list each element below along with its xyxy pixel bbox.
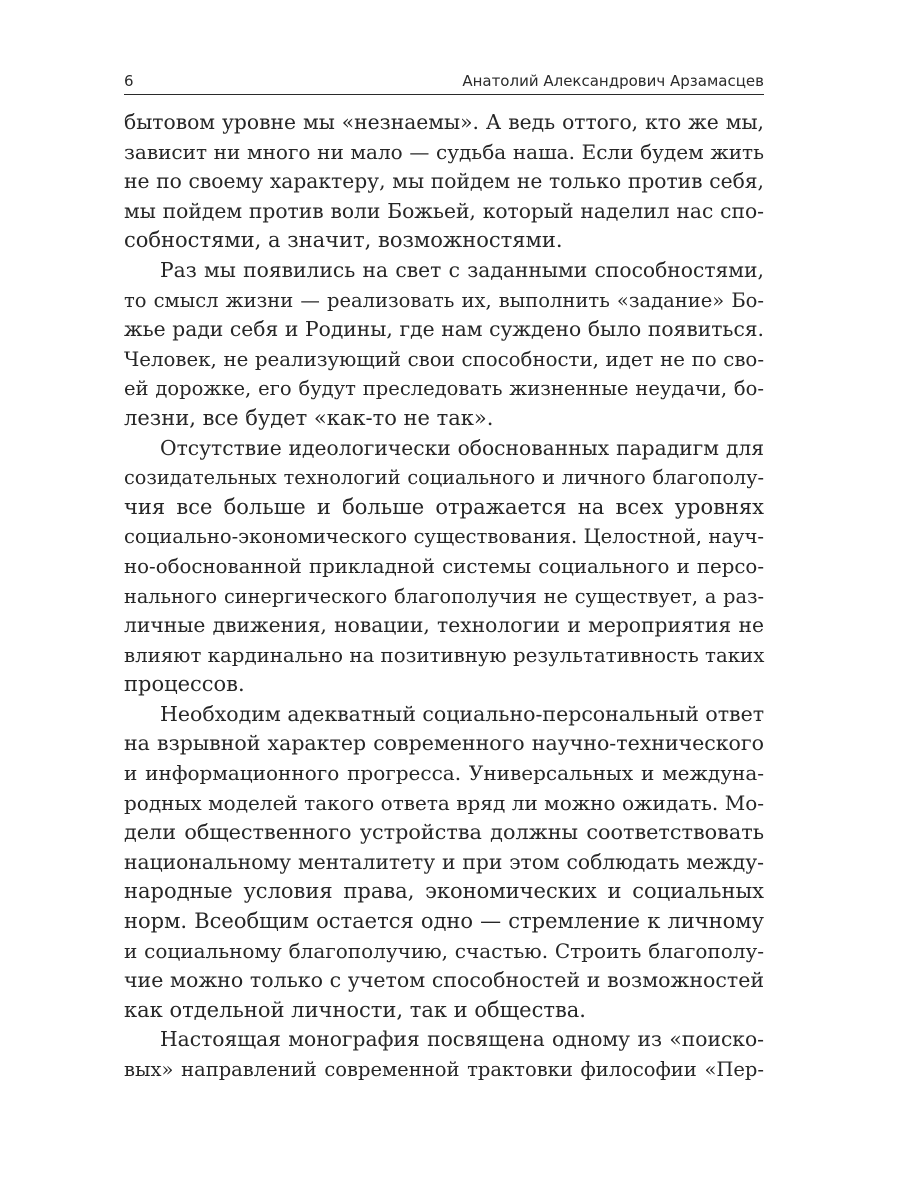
text-line: то смысл жизни — реализовать их, выполнить «задание» Бо- [124, 288, 764, 312]
text-line: как отдельной личности, так и общества. [124, 997, 586, 1022]
text-line: вых» направлений современной трактовки философии «Пер- [124, 1058, 764, 1081]
text-line: и социальному благополучию, счастью. Строить благополу- [124, 938, 764, 963]
text-line: чие можно только с учетом способностей и возможностей [124, 968, 764, 993]
text-line: родных моделей такого ответа вряд ли можно ожидать. Мо- [124, 790, 764, 815]
paragraph-2 [124, 256, 764, 434]
text-line: созидательных технологий социального и личного благополу- [124, 466, 764, 490]
text-line: но-обоснованной прикладной системы социального и персо- [124, 554, 764, 578]
text-line: нального синергического благополучия не существует, а раз- [124, 584, 764, 608]
page-header [124, 70, 764, 94]
text-line: жье ради себя и Родины, где нам суждено было появиться. [124, 317, 764, 342]
text-line: Человек, не реализующий свои способности, идет не по сво- [124, 347, 764, 371]
text-line: лезни, все будет «как-то не так». [124, 405, 494, 430]
page-number: 6 [124, 72, 134, 90]
text-line: дели общественного устройства должны соответствовать [124, 820, 764, 845]
paragraph-1 [124, 108, 764, 256]
text-line: не по своему характеру, мы пойдем не только против себя, [124, 169, 764, 194]
text-line: процессов. [124, 672, 245, 697]
header-rule [124, 94, 764, 95]
text-line: Необходим адекватный социально-персональный ответ [160, 701, 765, 726]
text-line: бытовом уровне мы «незнаемы». А ведь оттого, кто же мы, [124, 110, 764, 134]
text-line: мы пойдем против воли Божьей, который наделил нас спо- [124, 198, 764, 223]
text-line: собностями, а значит, возможностями. [124, 228, 563, 253]
text-line: зависит ни много ни мало — судьба наша. Если будем жить [124, 139, 764, 164]
paragraph-4 [124, 700, 764, 1026]
text-line: социально-экономического существования. Целостной, науч- [124, 525, 764, 549]
text-line: влияют кардинально на позитивную результативность таких [124, 643, 765, 667]
body-text [124, 108, 764, 1085]
text-line: Раз мы появились на свет с заданными способностями, [160, 257, 764, 282]
text-line: чия все больше и больше отражается на всех уровнях [124, 494, 764, 519]
text-line: народные условия права, экономических и социальных [124, 879, 764, 904]
text-line: Отсутствие идеологически обоснованных парадигм для [160, 435, 764, 460]
paragraph-5 [124, 1025, 764, 1084]
running-head-author: Анатолий Александрович Арзамасцев [462, 72, 764, 90]
text-line: национальному менталитету и при этом соблюдать между- [124, 849, 764, 874]
paragraph-3 [124, 434, 764, 700]
text-line: Настоящая монография посвящена одному из «поиско- [160, 1027, 764, 1052]
text-line: и информационного прогресса. Универсальных и междуна- [124, 761, 764, 786]
text-line: норм. Всеобщим остается одно — стремление к личному [124, 909, 764, 934]
text-line: на взрывной характер современного научно-технического [124, 731, 764, 756]
text-line: ей дорожке, его будут преследовать жизненные неудачи, бо- [124, 377, 764, 401]
text-line: личные движения, новации, технологии и мероприятия не [124, 613, 764, 638]
